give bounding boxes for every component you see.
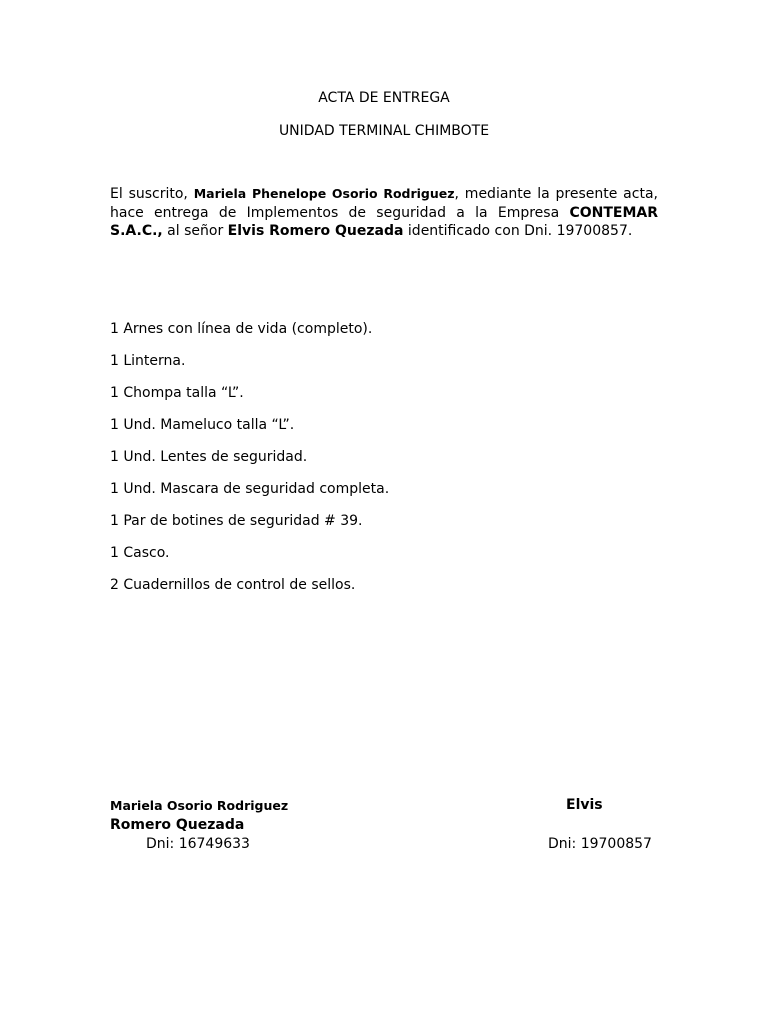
list-item: 1 Und. Lentes de seguridad. [110,449,308,465]
list-item: 1 Par de botines de seguridad # 39. [110,513,363,529]
paragraph-text-3: identificado con Dni. 19700857. [403,223,633,239]
list-item: 1 Und. Mascara de seguridad completa. [110,481,390,497]
deliverer-name: Mariela Phenelope Osorio Rodriguez [193,186,455,201]
signature-right-dni: Dni: 19700857 [548,836,652,852]
items-list [110,320,389,608]
signature-left-dni: Dni: 16749633 [146,836,250,852]
list-item: 1 Und. Mameluco talla “L”. [110,417,295,433]
body-paragraph [110,185,658,241]
paragraph-text-1: , mediante la presente acta, hace entrega de Implementos de seguridad a la Empresa [110,186,658,221]
document-title: ACTA DE ENTREGA [318,90,450,106]
recipient-name: Elvis Romero Quezada [227,223,404,239]
paragraph-text-2: al señor [162,223,228,239]
company-name: CONTEMAR S.A.C., [110,204,658,239]
list-item: 1 Casco. [110,545,170,561]
document-subtitle: UNIDAD TERMINAL CHIMBOTE [278,123,490,139]
list-item: 1 Arnes con línea de vida (completo). [110,321,373,337]
signature-right-last-name: Romero Quezada [110,817,245,833]
signature-left-name: Mariela Osorio Rodriguez [110,798,289,813]
paragraph-intro: El suscrito, [110,186,194,202]
list-item: 1 Linterna. [110,353,186,369]
signature-right-first-name: Elvis [566,797,603,813]
list-item: 2 Cuadernillos de control de sellos. [110,577,356,593]
list-item: 1 Chompa talla “L”. [110,385,244,401]
